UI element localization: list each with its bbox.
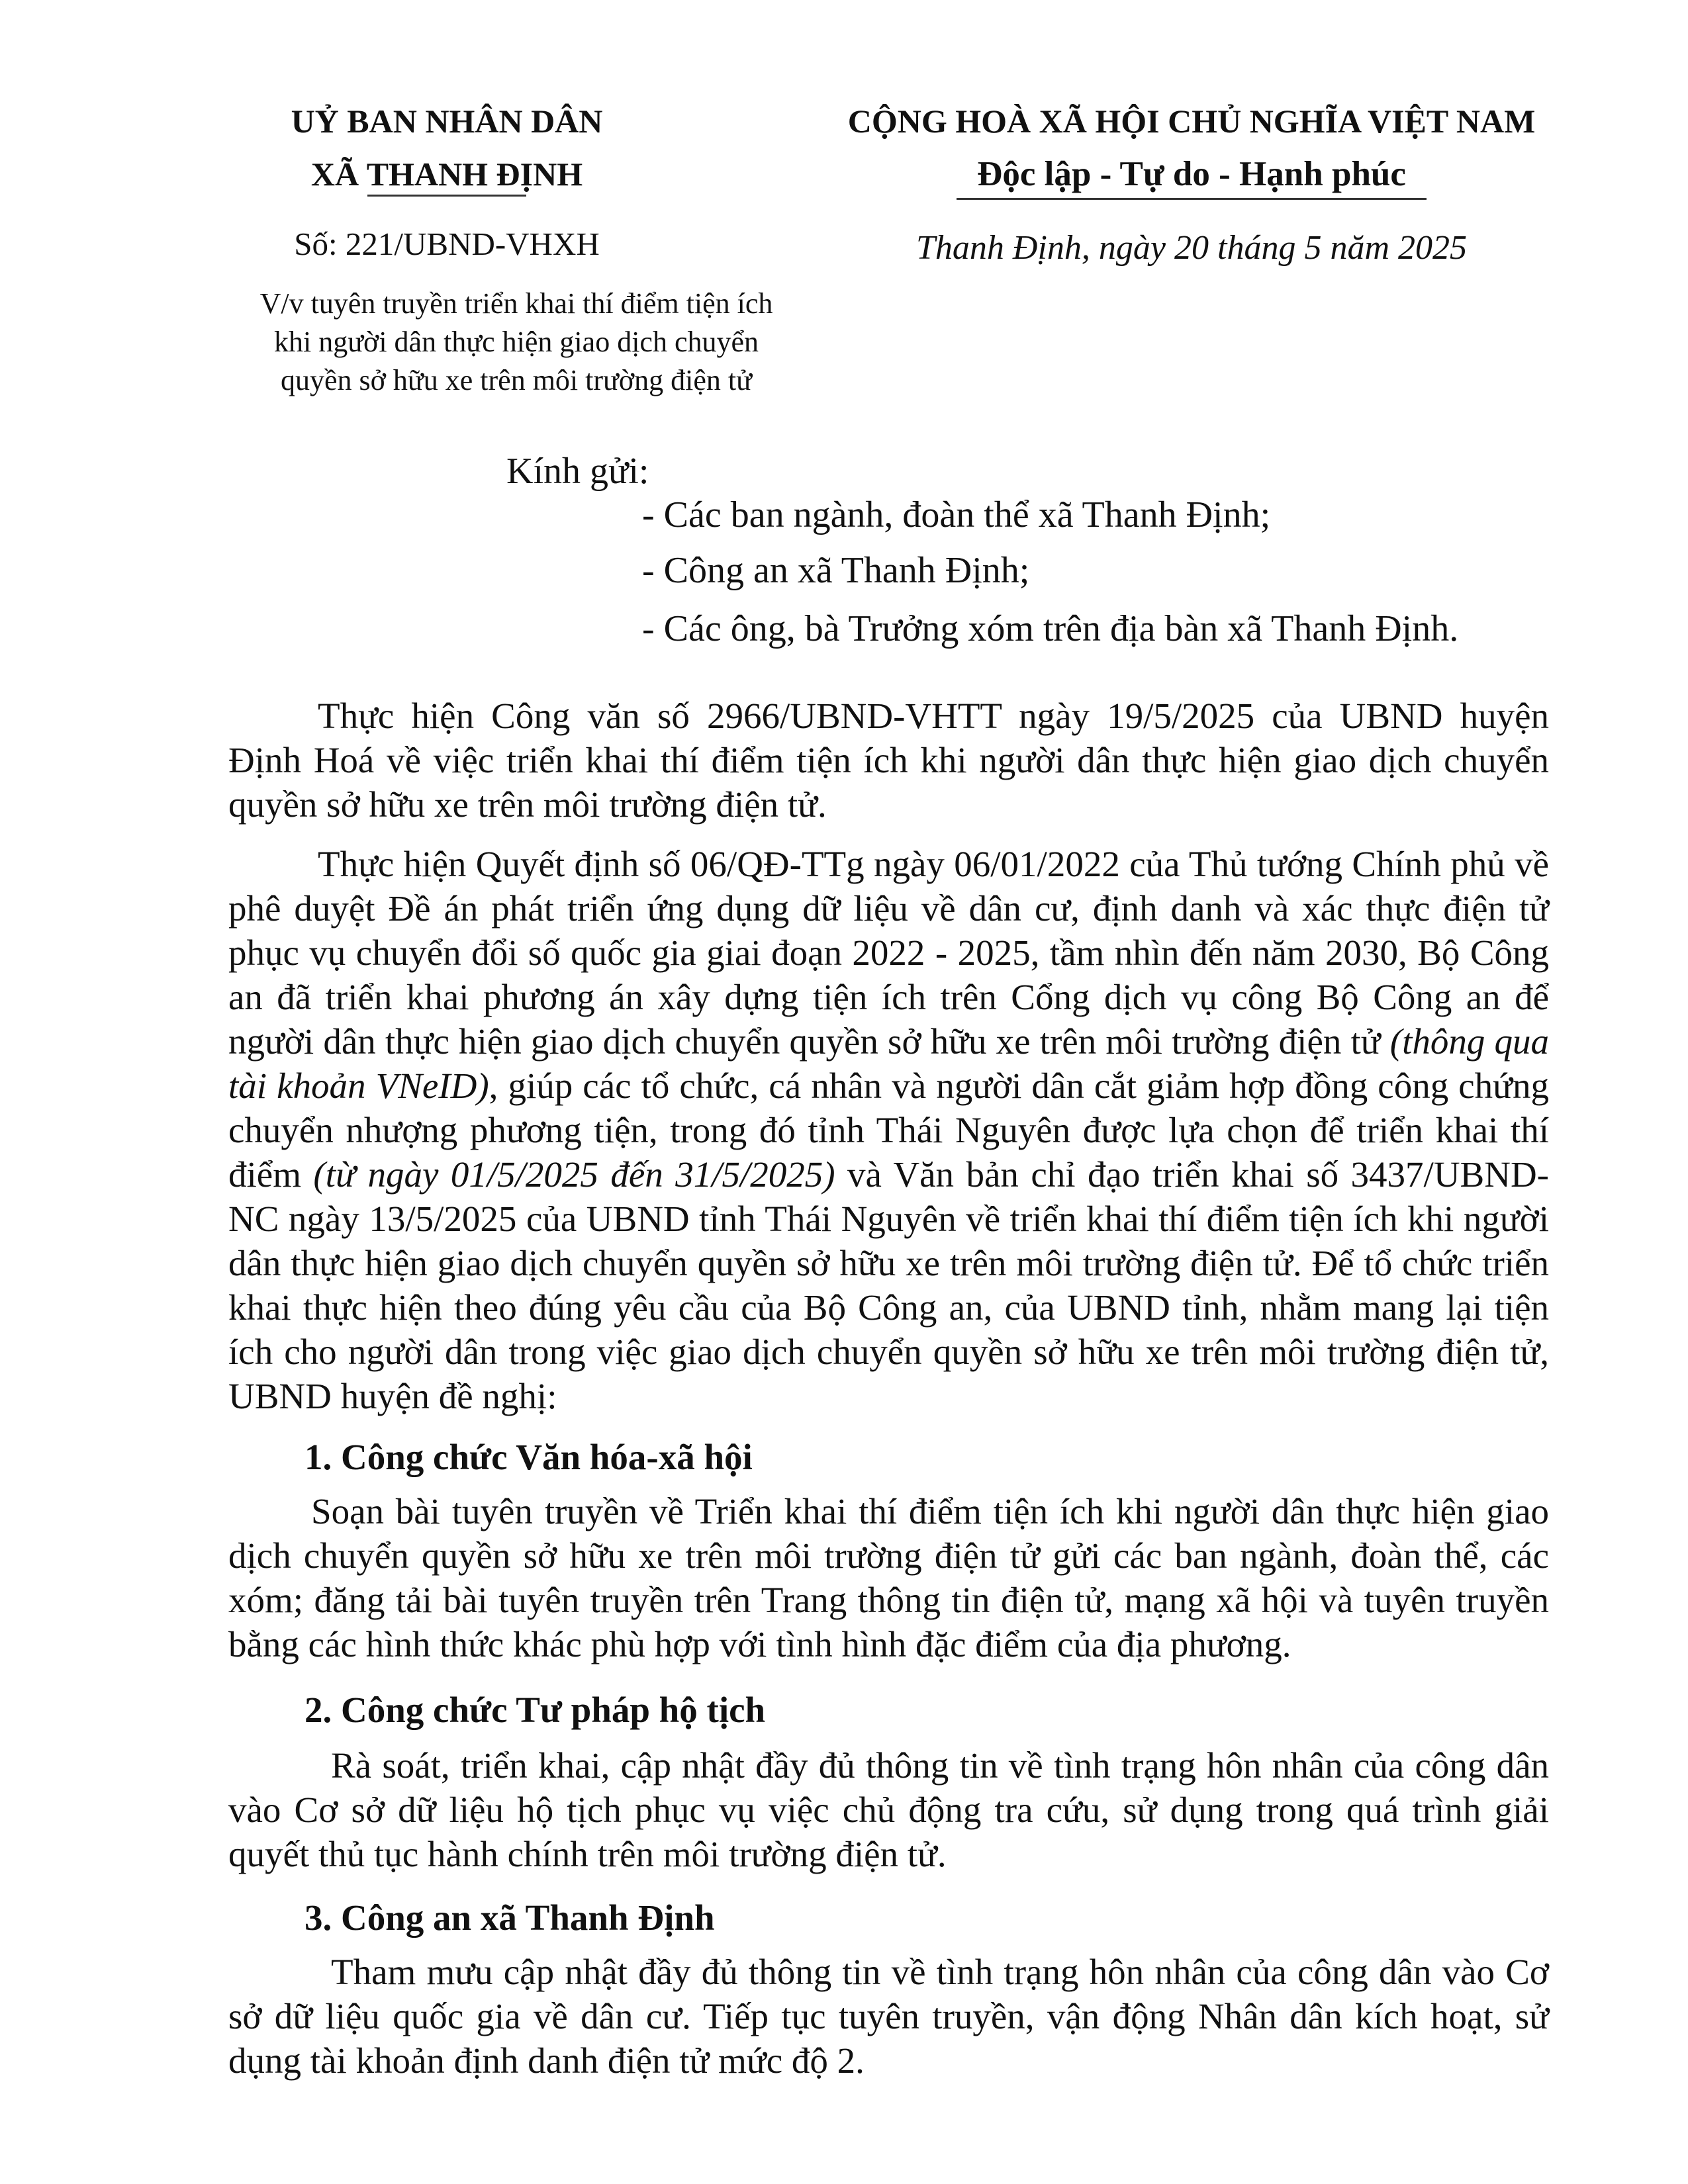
body-paragraph-1 (228, 694, 1549, 827)
section-1-title: 1. Công chức Văn hóa-xã hội (305, 1437, 753, 1477)
subject-line: V/v tuyên truyền triển khai thí điểm tiện ích (259, 287, 773, 320)
text-run: Thực hiện Quyết định số 06/QĐ-TTg ngày 06/01/2022 của Thủ tướng Chính phủ về phê duyệt Đề án phát triển ứng dụng dữ liệu về dân cư, định danh và xác thực điện tử phục vụ chuyển đổi số quốc gia giai đoạn 2022 - 2025, tầm nhìn đến năm 2030, Bộ Công an đã triển khai phương án xây dựng tiện ích trên Cổng dịch vụ công Bộ Công an để người dân thực hiện giao dịch chuyển quyền sở hữu xe trên môi trường điện tử (228, 844, 1549, 1062)
text-run: và Văn bản chỉ đạo triển khai số 3437/UBND-NC ngày 13/5/2025 của UBND tỉnh Thái Nguyên về triển khai thí điểm tiện ích khi người dân thực hiện giao dịch chuyển quyền sở hữu xe trên môi trường điện tử. Để tổ chức triển khai thực hiện theo đúng yêu cầu của Bộ Công an, của UBND tỉnh, nhằm mang lại tiện ích cho người dân trong việc giao dịch chuyển quyền sở hữu xe trên môi trường điện tử, UBND huyện đề nghị: (228, 1154, 1549, 1416)
recipient-item: - Các ông, bà Trưởng xóm trên địa bàn xã Thanh Định. (642, 608, 1459, 649)
section-3-body (228, 1950, 1549, 2083)
paragraph-text (228, 842, 1549, 1418)
paragraph-text: Rà soát, triển khai, cập nhật đầy đủ thông tin về tình trạng hôn nhân của công dân vào Cơ sở dữ liệu hộ tịch phục vụ việc chủ động tra cứu, sử dụng trong quá trình giải quyết thủ tục hành chính trên môi trường điện tử. (228, 1745, 1549, 1874)
section-2-body (228, 1743, 1549, 1876)
agency-name: UỶ BAN NHÂN DÂN (291, 103, 603, 140)
text-run: , giúp các tổ chức, cá nhân và người dân cắt giảm hợp đồng công chứng chuyển nhượng phương tiện, trong đó tỉnh Thái Nguyên được lựa chọn để triển khai thí điểm (228, 1066, 1549, 1195)
subject-line: khi người dân thực hiện giao dịch chuyển (273, 326, 759, 358)
document-date: Thanh Định, ngày 20 tháng 5 năm 2025 (916, 229, 1467, 267)
recipient-item: - Công an xã Thanh Định; (642, 550, 1030, 591)
section-3-title: 3. Công an xã Thanh Định (305, 1897, 715, 1938)
motto-underline (957, 198, 1427, 200)
section-1-body (228, 1489, 1549, 1666)
document-number: Số: 221/UBND-VHXH (294, 226, 600, 262)
national-motto: Độc lập - Tự do - Hạnh phúc (977, 155, 1406, 193)
recipients-label: Kính gửi: (506, 451, 649, 492)
national-title: CỘNG HOÀ XÃ HỘI CHỦ NGHĨA VIỆT NAM (847, 103, 1536, 140)
paragraph-text: Soạn bài tuyên truyền về Triển khai thí điểm tiện ích khi người dân thực hiện giao dịch chuyển quyền sở hữu xe trên môi trường điện tử gửi các ban ngành, đoàn thể, các xóm; đăng tải bài tuyên truyền trên Trang thông tin điện tử, mạng xã hội và tuyên truyền bằng các hình thức khác phù hợp với tình hình đặc điểm của địa phương. (228, 1491, 1549, 1664)
recipient-item: - Các ban ngành, đoàn thể xã Thanh Định; (642, 494, 1271, 535)
subject-line: quyền sở hữu xe trên môi trường điện tử (281, 364, 752, 396)
section-2-title: 2. Công chức Tư pháp hộ tịch (305, 1690, 766, 1730)
agency-underline (367, 195, 526, 197)
document-subject (218, 285, 814, 400)
commune-name: XÃ THANH ĐỊNH (310, 156, 583, 193)
paragraph-text: Tham mưu cập nhật đầy đủ thông tin về tình trạng hôn nhân của công dân vào Cơ sở dữ liệu quốc gia về dân cư. Tiếp tục tuyên truyền, vận động Nhân dân kích hoạt, sử dụng tài khoản định danh điện tử mức độ 2. (228, 1952, 1549, 2081)
text-run-italic: (thông qua tài khoản VNeID) (228, 1021, 1549, 1106)
text-run-italic: (từ ngày 01/5/2025 đến 31/5/2025) (313, 1154, 835, 1195)
body-paragraph-2 (228, 842, 1549, 1418)
paragraph-text: Thực hiện Công văn số 2966/UBND-VHTT ngày 19/5/2025 của UBND huyện Định Hoá về việc triển khai thí điểm tiện ích khi người dân thực hiện giao dịch chuyển quyền sở hữu xe trên môi trường điện tử. (228, 696, 1549, 825)
